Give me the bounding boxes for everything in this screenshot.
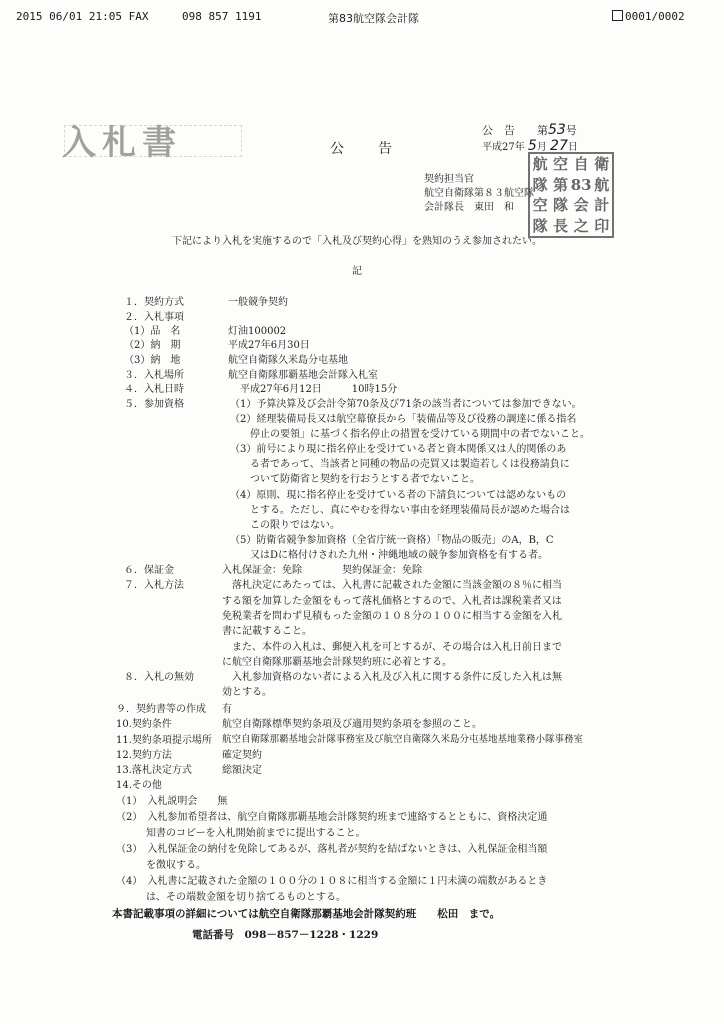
item-10-label: 10.契約条件 xyxy=(116,719,172,730)
item-5-line: 又はDに格付けされた九州・沖縄地域の競争参加資格を有する者。 xyxy=(230,550,549,561)
item-5-line: ついて防衛省と契約を行おうとする者でないこと。 xyxy=(230,474,480,485)
item-5-label: ５．参加資格 xyxy=(124,399,184,410)
item-2c-value: 航空自衛隊久米島分屯基地 xyxy=(228,355,348,366)
other-4-line: （4） 入札書に記載された金額の１００分の１０８に相当する金額に１円未満の端数があるとき xyxy=(116,876,548,887)
item-7-line: する額を加算した金額をもって落札価格とするので、入札者は課税業者又は xyxy=(222,596,562,607)
item-14-label: 14.その他 xyxy=(116,780,162,791)
intro-text: 下記により入札を実施するので「入札及び契約心得」を熟知のうえ参加されたい。 xyxy=(172,236,542,247)
item-5-line: 停止の要領」に基づく指名停止の措置を受けている期間中の者でないこと。 xyxy=(230,429,590,440)
item-3-label: ３．入札場所 xyxy=(124,370,184,381)
item-4-value: 平成27年6月12日 10時15分 xyxy=(240,384,398,395)
notice-date: 平成27年 5月 27日 xyxy=(482,138,578,154)
item-7-line: 落札決定にあたっては、入札書に記載された金額に当該金額の８％に相当 xyxy=(222,580,562,591)
item-1-label: １．契約方式 xyxy=(124,297,184,308)
item-2a-label: （1）品 名 xyxy=(124,326,181,337)
item-11-label: 11.契約条項提示場所 xyxy=(116,735,212,746)
item-7-line: に航空自衛隊那覇基地会計隊契約班に必着とする。 xyxy=(222,657,452,668)
phone-number: 電話番号 098－857－1228・1229 xyxy=(192,929,379,941)
item-7-label: ７．入札方法 xyxy=(124,580,184,591)
item-2a-value: 灯油100002 xyxy=(228,326,287,337)
official-seal: 航 空 自 衛 隊 第 83 航 空 隊 会 計 隊 長 之 印 xyxy=(528,152,614,238)
fax-datetime: 2015 06/01 21:05 FAX xyxy=(16,10,149,23)
item-5-line: （3）前号により現に指名停止を受けている者と資本関係又は人的関係のあ xyxy=(230,444,567,455)
stamp-text: 入札書 xyxy=(62,122,182,163)
other-1: （1） 入札説明会 無 xyxy=(116,796,228,807)
item-2b-value: 平成27年6月30日 xyxy=(228,340,310,351)
item-9-value: 有 xyxy=(222,704,232,715)
other-4-line: は、その端数金額を切り捨てるものとする。 xyxy=(116,892,346,903)
item-3-value: 航空自衛隊那覇基地会計隊入札室 xyxy=(228,370,378,381)
item-6-label: ６．保証金 xyxy=(124,565,174,576)
fax-page-icon xyxy=(612,10,623,21)
item-8-line: 入札参加資格のない者による入札及び入札に関する条件に反した入札は無 xyxy=(222,672,562,683)
item-4-label: ４．入札日時 xyxy=(124,384,184,395)
item-2c-label: （3）納 地 xyxy=(124,355,181,366)
item-2-label: ２．入札事項 xyxy=(124,312,184,323)
issuer-line3: 会計隊長 東田 和 xyxy=(424,202,514,213)
item-5-line: （1）予算決算及び会計令第70条及び71条の該当者については参加できない。 xyxy=(230,399,582,410)
item-7-line: 書に記載すること。 xyxy=(222,626,312,637)
fax-number: 098 857 1191 xyxy=(182,10,262,23)
notice-title: 公 告 xyxy=(330,141,394,157)
item-12-value: 確定契約 xyxy=(222,750,262,761)
item-8-line: 効とする。 xyxy=(222,687,272,698)
item-11-value: 航空自衛隊那覇基地会計隊事務室及び航空自衛隊久米島分屯基地基地業務小隊事務室 xyxy=(222,734,584,745)
item-2b-label: （2）納 期 xyxy=(124,340,181,351)
item-8-label: ８．入札の無効 xyxy=(124,672,194,683)
item-6-value: 入札保証金：免除 契約保証金：免除 xyxy=(222,565,422,576)
item-5-line: とする。ただし、真にやむを得ない事由を経理装備局長が認めた場合は xyxy=(230,505,570,516)
issuer-line1: 契約担当官 xyxy=(424,174,474,185)
item-5-line: （2）経理装備局長又は航空幕僚長から「装備品等及び役務の調達に係る指名 xyxy=(230,414,577,425)
other-3-line: を徴収する。 xyxy=(116,860,206,871)
item-5-line: （4）原則、現に指名停止を受けている者の下請負については認めないもの xyxy=(230,490,567,501)
other-2-line: （2） 入札参加希望者は、航空自衛隊那覇基地会計隊契約班まで連絡するとともに、資格決定通 xyxy=(116,812,548,823)
item-5-line: この限りではない。 xyxy=(230,520,340,531)
fax-page-number: 0001/0002 xyxy=(612,10,685,23)
ki-heading: 記 xyxy=(352,266,362,277)
item-5-line: （5）防衛省競争参加資格（全省庁統一資格）「物品の販売」のA，B，C xyxy=(230,535,554,546)
item-5-line: る者であって、当該者と同種の物品の売買又は製造若しくは役務請負に xyxy=(230,459,570,470)
item-12-label: 12.契約方法 xyxy=(116,750,172,761)
item-7-line: 免税業者を問わず見積もった金額の１０８分の１００に相当する金額を入札 xyxy=(222,611,562,622)
item-9-label: ９．契約書等の作成 xyxy=(116,704,206,715)
item-13-label: 13.落札決定方式 xyxy=(116,765,192,776)
issuer-line2: 航空自衛隊第８３航空隊 xyxy=(424,188,534,199)
item-7-line: また、本件の入札は、郵便入札を可とするが、その場合は入札日前日まで xyxy=(222,642,562,653)
item-13-value: 総額決定 xyxy=(222,765,262,776)
received-stamp xyxy=(62,115,242,163)
item-10-value: 航空自衛隊標準契約条項及び適用契約条項を参照のこと。 xyxy=(222,719,482,730)
contact-info: 本書記載事項の詳細については航空自衛隊那覇基地会計隊契約班 松田 まで。 xyxy=(112,908,501,920)
other-2-line: 知書のコピーを入札開始前までに提出すること。 xyxy=(116,828,366,839)
notice-number: 公 告 第53号 xyxy=(482,122,577,138)
other-3-line: （3） 入札保証金の納付を免除してあるが、落札者が契約を結ばないときは、入札保証金相当額 xyxy=(116,844,548,855)
item-1-value: 一般競争契約 xyxy=(228,297,288,308)
fax-sender: 第83航空隊会計隊 xyxy=(328,12,419,25)
